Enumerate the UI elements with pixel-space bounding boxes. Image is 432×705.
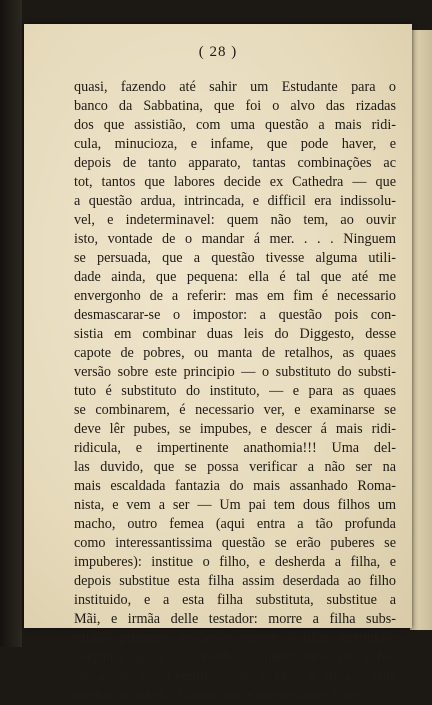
adjacent-page-edge	[410, 30, 432, 630]
page-number: ( 28 )	[198, 44, 238, 60]
text-line: capote de pobres, ou manta de retalhos, as quaes	[74, 345, 396, 361]
text-line: como interessantissima questão se erão puberes se	[74, 535, 396, 551]
text-line: depois de tanto apparato, tantas combinações ac	[74, 155, 396, 171]
text-line: impuberes): institue o filho, e desherda a filha, e	[74, 554, 396, 570]
text-line: depois substitue esta filha assim deserdada ao filho	[74, 573, 396, 589]
text-line: isto, vontade de o mandar á mer. . . . Ninguem	[74, 231, 396, 247]
book-page	[24, 24, 412, 703]
text-line: instituido, e a esta filha substituta, substitue a	[74, 592, 396, 608]
text-line: versão sobre este principio — o substituto do substi-	[74, 364, 396, 380]
text-line: vel, e indeterminavel: quem não tem, ao ouvir	[74, 212, 396, 228]
text-line: se persuada, que a questão tivesse alguma utili-	[74, 250, 396, 266]
text-line: mais escaldada fantazia do mais assanhado Roma-	[74, 478, 396, 494]
text-line: se combinarem, é necessario ver, e examinarse se	[74, 402, 396, 418]
text-line: methafysicadella! Quanto isto é interessante! Que-	[74, 687, 362, 703]
text-line: dade ainda, que pequena: ella é tal que até me	[74, 269, 396, 285]
text-line: ridicula, e impertinente anathomia!!! Uma del-	[74, 440, 396, 456]
text-line: tituida primeiro, e depois morre o filho instituido;	[74, 630, 396, 646]
text-line: nista, e vem a ser — Um pai tem dous filhos um	[74, 497, 396, 513]
text-line: tuto é substituto do instituto, — e para as quaes	[74, 383, 396, 399]
body-text	[74, 78, 396, 705]
text-line: rança, se aos Legitimos, se á Mãi, e irmãa? Que	[74, 668, 396, 684]
text-line: deve lêr pubes, se impubes, e descer á mais ridi-	[74, 421, 396, 437]
text-line: tot, tantos que labores decide ex Cathedra — que	[74, 174, 396, 190]
text-line: banco da Sabbatina, que foi o alvo das rizadas	[74, 98, 396, 114]
text-line: dos que assistião, com uma questão a mais ridi-	[74, 117, 396, 133]
text-line: sistia em combinar duas leis do Diggesto, desse	[74, 326, 396, 342]
text-line: envergonho de a referir: mas em fim é necessario	[74, 288, 396, 304]
text-line: pergunta agora o Consulto, a quem deve hir a he-	[74, 649, 396, 665]
binding-shadow	[0, 0, 22, 647]
text-line: cula, minucioza, e infame, que pode haver, e	[74, 136, 396, 152]
text-line: macho, outro femea (aqui entra a tão profunda	[74, 516, 396, 532]
text-line: las duvido, que se possa verificar a não ser na	[74, 459, 396, 475]
text-line: a questão ardua, intrincada, e difficil era indissolu-	[74, 193, 396, 209]
text-line: desmascarar-se o impostor: a questão pois con-	[74, 307, 396, 323]
text-line: quasi, fazendo até sahir um Estudante para o	[74, 79, 396, 95]
text-line: Mãi, e irmãa delle testador: morre a filha subs-	[74, 611, 396, 627]
